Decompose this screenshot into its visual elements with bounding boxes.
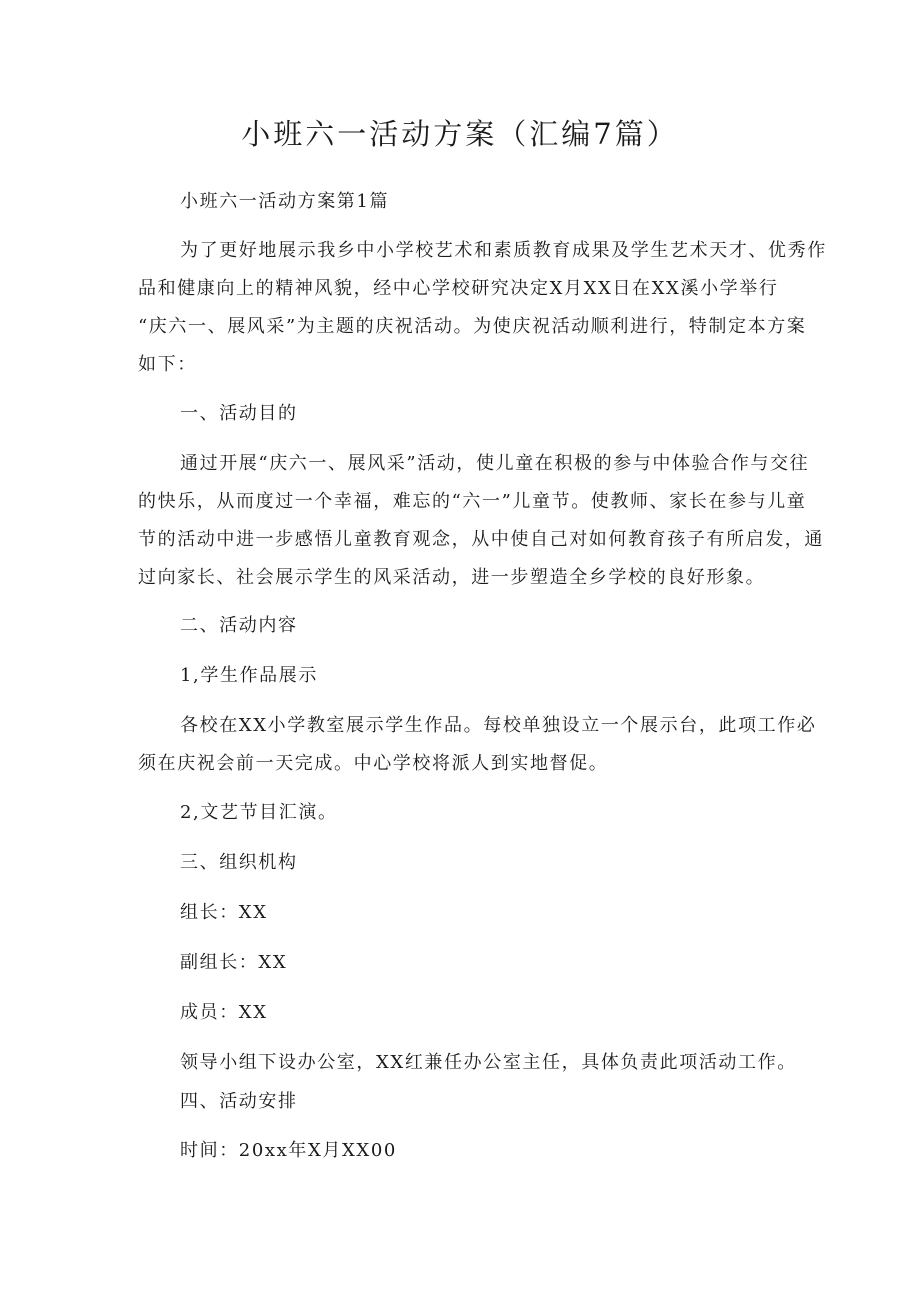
section-heading: 四、活动安排: [180, 1091, 298, 1112]
section-subtitle: 小班六一活动方案第1篇: [180, 191, 390, 212]
office-line: 领导小组下设办公室，XX红兼任办公室主任，具体负责此项活动工作。: [180, 1052, 797, 1073]
list-item: 1,学生作品展示: [180, 665, 318, 686]
paragraph-line: 通过开展“庆六一、展风采”活动，使儿童在积极的参与中体验合作与交往: [180, 453, 810, 474]
paragraph-line: 节的活动中进一步感悟儿童教育观念，从中使自己对如何教育孩子有所启发，通: [138, 529, 824, 550]
paragraph-line: 各校在XX小学教室展示学生作品。每校单独设立一个展示台，此项工作必: [180, 715, 817, 736]
paragraph-line: “庆六一、展风采”为主题的庆祝活动。为使庆祝活动顺利进行，特制定本方案: [138, 316, 807, 337]
document-title: 小班六一活动方案（汇编7篇）: [241, 117, 679, 151]
paragraph-line: 为了更好地展示我乡中小学校艺术和素质教育成果及学生艺术天才、优秀作: [180, 240, 827, 261]
paragraph-line: 的快乐，从而度过一个幸福，难忘的“六一”儿童节。使教师、家长在参与儿童: [138, 491, 807, 512]
deputy-line: 副组长：XX: [180, 952, 288, 973]
paragraph-line: 须在庆祝会前一天完成。中心学校将派人到实地督促。: [138, 753, 609, 774]
time-line: 时间：20xx年X月XX00: [180, 1140, 397, 1161]
paragraph-line: 过向家长、社会展示学生的风采活动，进一步塑造全乡学校的良好形象。: [138, 567, 766, 588]
paragraph-line: 如下：: [138, 354, 197, 375]
section-heading: 三、组织机构: [180, 852, 298, 873]
section-heading: 二、活动内容: [180, 615, 298, 636]
paragraph-line: 品和健康向上的精神风貌，经中心学校研究决定X月XX日在XX溪小学举行: [138, 278, 779, 299]
list-item: 2,文艺节目汇演。: [180, 802, 338, 823]
section-heading: 一、活动目的: [180, 403, 298, 424]
members-line: 成员：XX: [180, 1002, 268, 1023]
leader-line: 组长：XX: [180, 902, 268, 923]
